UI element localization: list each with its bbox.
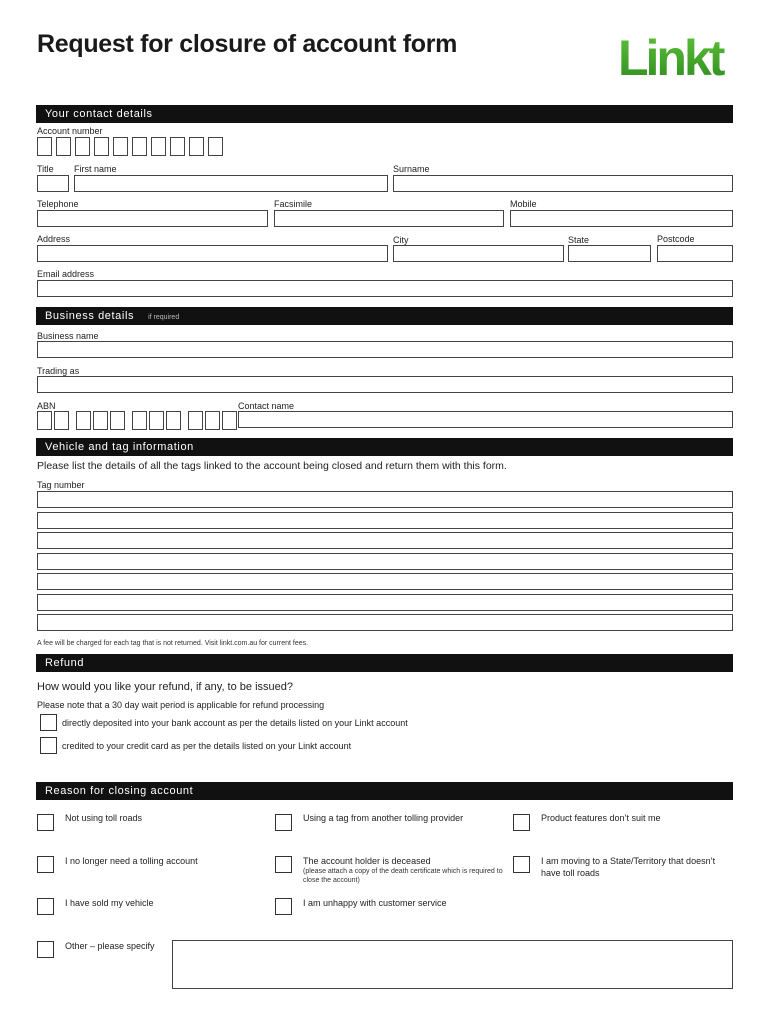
section-header-business bbox=[36, 307, 733, 325]
refund-bank-checkbox[interactable] bbox=[40, 714, 57, 731]
business-optional-note: if required bbox=[148, 314, 180, 321]
reason-deceased-label: The account holder is deceased bbox=[303, 856, 431, 866]
telephone-label: Telephone bbox=[37, 199, 79, 209]
refund-card-label: credited to your credit card as per the details listed on your Linkt account bbox=[62, 741, 352, 751]
abn-digit[interactable] bbox=[188, 411, 203, 430]
linkt-logo bbox=[618, 30, 736, 80]
account-number-digit[interactable] bbox=[94, 137, 109, 156]
postcode-field[interactable] bbox=[657, 245, 733, 262]
facsimile-field[interactable] bbox=[274, 210, 504, 227]
abn-digit[interactable] bbox=[149, 411, 164, 430]
refund-card-checkbox[interactable] bbox=[40, 737, 57, 754]
reason-unhappy-checkbox[interactable] bbox=[275, 898, 292, 915]
reason-sold-vehicle-label: I have sold my vehicle bbox=[65, 898, 154, 908]
mobile-label: Mobile bbox=[510, 199, 537, 209]
first-name-label: First name bbox=[74, 164, 117, 174]
title-label: Title bbox=[37, 164, 54, 174]
account-number-digit[interactable] bbox=[75, 137, 90, 156]
reason-sold-vehicle-checkbox[interactable] bbox=[37, 898, 54, 915]
first-name-field[interactable] bbox=[74, 175, 388, 192]
title-field[interactable] bbox=[37, 175, 69, 192]
abn-digit[interactable] bbox=[76, 411, 91, 430]
email-label: Email address bbox=[37, 269, 95, 279]
abn-digit[interactable] bbox=[93, 411, 108, 430]
business-name-label: Business name bbox=[37, 331, 99, 341]
reason-other-specify-field[interactable] bbox=[172, 940, 733, 989]
surname-label: Surname bbox=[393, 164, 430, 174]
address-label: Address bbox=[37, 234, 71, 244]
abn-label: ABN bbox=[37, 401, 56, 411]
reason-not-using-checkbox[interactable] bbox=[37, 814, 54, 831]
refund-wait-note: Please note that a 30 day wait period is applicable for refund processing bbox=[37, 700, 325, 710]
reason-moving-label: I am moving to a State/Territory that doesn’t have toll roads bbox=[541, 856, 716, 878]
page-title: Request for closure of account form bbox=[37, 30, 458, 58]
postcode-label: Postcode bbox=[657, 234, 695, 244]
abn-digit[interactable] bbox=[205, 411, 220, 430]
reason-other-checkbox[interactable] bbox=[37, 941, 54, 958]
section-header-contact: Your contact details bbox=[36, 105, 733, 123]
section-header-vehicle: Vehicle and tag information bbox=[36, 438, 733, 456]
account-number-digit[interactable] bbox=[151, 137, 166, 156]
abn-digit[interactable] bbox=[110, 411, 125, 430]
trading-as-label: Trading as bbox=[37, 366, 80, 376]
abn-digit[interactable] bbox=[54, 411, 69, 430]
reason-unhappy-label: I am unhappy with customer service bbox=[303, 898, 447, 908]
telephone-field[interactable] bbox=[37, 210, 268, 227]
mobile-field[interactable] bbox=[510, 210, 733, 227]
account-number-digit[interactable] bbox=[113, 137, 128, 156]
tag-number-field[interactable] bbox=[37, 553, 733, 570]
state-label: State bbox=[568, 235, 590, 245]
tag-number-label: Tag number bbox=[37, 480, 85, 490]
business-name-field[interactable] bbox=[37, 341, 733, 358]
account-number-digit[interactable] bbox=[208, 137, 223, 156]
reason-no-longer-need-checkbox[interactable] bbox=[37, 856, 54, 873]
abn-digit[interactable] bbox=[222, 411, 237, 430]
reason-other-provider-label: Using a tag from another tolling provider bbox=[303, 813, 464, 823]
reason-other-provider-checkbox[interactable] bbox=[275, 814, 292, 831]
account-number-digit[interactable] bbox=[132, 137, 147, 156]
reason-deceased-note: (please attach a copy of the death certificate which is required to close the account) bbox=[303, 868, 503, 884]
state-field[interactable] bbox=[568, 245, 651, 262]
vehicle-instruction: Please list the details of all the tags linked to the account being closed and return them with this form. bbox=[37, 460, 507, 472]
trading-as-field[interactable] bbox=[37, 376, 733, 393]
section-header-refund: Refund bbox=[36, 654, 733, 672]
city-field[interactable] bbox=[393, 245, 564, 262]
reason-moving-checkbox[interactable] bbox=[513, 856, 530, 873]
tag-number-field[interactable] bbox=[37, 512, 733, 529]
tag-number-field[interactable] bbox=[37, 594, 733, 611]
abn-digit[interactable] bbox=[166, 411, 181, 430]
reason-features-checkbox[interactable] bbox=[513, 814, 530, 831]
tag-number-field[interactable] bbox=[37, 573, 733, 590]
abn-digit[interactable] bbox=[37, 411, 52, 430]
account-number-digit[interactable] bbox=[170, 137, 185, 156]
reason-other-label: Other – please specify bbox=[65, 941, 155, 951]
section-header-reason: Reason for closing account bbox=[36, 782, 733, 800]
tag-number-field[interactable] bbox=[37, 614, 733, 631]
svg-text:Linkt: Linkt bbox=[618, 30, 723, 80]
city-label: City bbox=[393, 235, 409, 245]
reason-features-label: Product features don’t suit me bbox=[541, 813, 661, 823]
account-number-digit[interactable] bbox=[37, 137, 52, 156]
refund-bank-label: directly deposited into your bank account as per the details listed on your Linkt account bbox=[62, 718, 408, 728]
tag-number-field[interactable] bbox=[37, 491, 733, 508]
refund-question: How would you like your refund, if any, to be issued? bbox=[37, 681, 293, 693]
reason-deceased-checkbox[interactable] bbox=[275, 856, 292, 873]
account-number-label: Account number bbox=[37, 126, 103, 136]
business-header-text: Business details bbox=[45, 310, 135, 322]
account-number-digit[interactable] bbox=[189, 137, 204, 156]
tag-fee-note: A fee will be charged for each tag that is not returned. Visit linkt.com.au for current fees. bbox=[37, 640, 309, 647]
reason-no-longer-need-label: I no longer need a tolling account bbox=[65, 856, 198, 866]
tag-number-field[interactable] bbox=[37, 532, 733, 549]
contact-name-label: Contact name bbox=[238, 401, 295, 411]
account-number-digit[interactable] bbox=[56, 137, 71, 156]
reason-not-using-label: Not using toll roads bbox=[65, 813, 143, 823]
address-field[interactable] bbox=[37, 245, 388, 262]
email-field[interactable] bbox=[37, 280, 733, 297]
surname-field[interactable] bbox=[393, 175, 733, 192]
contact-name-field[interactable] bbox=[238, 411, 733, 428]
facsimile-label: Facsimile bbox=[274, 199, 313, 209]
abn-digit[interactable] bbox=[132, 411, 147, 430]
